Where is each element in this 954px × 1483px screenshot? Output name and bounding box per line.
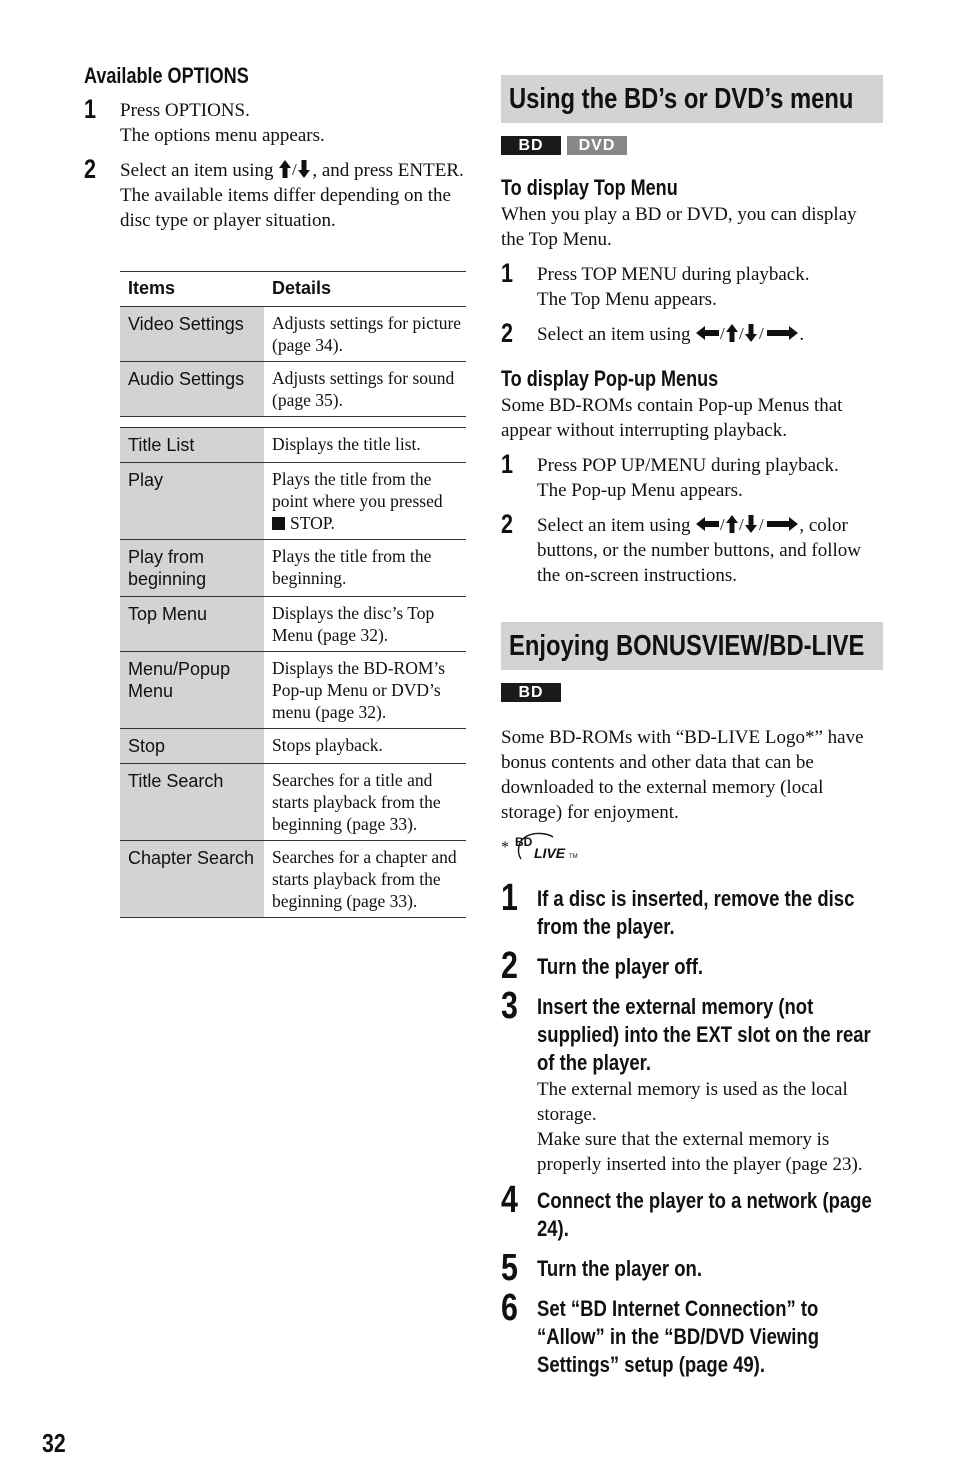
table-row xyxy=(120,764,466,841)
dvd-badge: DVD xyxy=(567,136,627,155)
top-menu-heading: To display Top Menu xyxy=(501,175,678,200)
bd-live-logo xyxy=(513,831,581,863)
step-text: Press TOP MENU during playback. xyxy=(537,264,810,285)
svg-text:/: / xyxy=(759,324,765,343)
item-cell: Menu/Popup Menu xyxy=(120,652,264,729)
bd-live-step-5 xyxy=(501,1247,883,1289)
step-text: Insert the external memory (not supplied) into the EXT slot on the rear of the player. xyxy=(537,994,871,1075)
step-text: Select an item using / / / . xyxy=(537,324,805,345)
options-step-1 xyxy=(84,94,466,148)
svg-text:/: / xyxy=(739,324,745,343)
item-cell: Stop xyxy=(120,729,264,764)
step-number: 1 xyxy=(501,877,518,919)
svg-text:TM: TM xyxy=(569,854,578,860)
step-number: 3 xyxy=(501,985,518,1027)
step-number: 4 xyxy=(501,1179,518,1221)
options-table xyxy=(120,271,466,918)
step-number: 2 xyxy=(84,154,97,184)
bd-live-footnote xyxy=(501,831,883,865)
section-banner-bd-dvd-menu: Using the BD’s or DVD’s menu xyxy=(501,75,883,123)
step-note: The Top Menu appears. xyxy=(537,289,717,310)
top-menu-step-2 xyxy=(501,318,883,348)
table-row xyxy=(120,540,466,597)
step-text: Press OPTIONS. xyxy=(120,100,250,121)
step-number: 1 xyxy=(501,258,514,288)
table-header-row xyxy=(120,272,466,307)
step-text: Select an item using / , and press ENTER. xyxy=(120,160,464,181)
column-header-items: Items xyxy=(120,272,264,307)
popup-menu-step-1 xyxy=(501,449,883,503)
top-menu-intro: When you play a BD or DVD, you can display the Top Menu. xyxy=(501,204,857,250)
item-cell: Audio Settings xyxy=(120,362,264,417)
step-text: Connect the player to a network (page 24). xyxy=(537,1188,872,1241)
detail-cell: Displays the title list. xyxy=(264,428,466,463)
bd-badge: BD xyxy=(501,683,561,702)
step-number: 5 xyxy=(501,1247,518,1289)
bd-live-step-6 xyxy=(501,1287,883,1379)
detail-cell: Plays the title from the beginning. xyxy=(264,540,466,597)
section-banner-bonusview: Enjoying BONUSVIEW/BD-LIVE xyxy=(501,622,883,670)
detail-cell: Searches for a title and starts playback from the beginning (page 33). xyxy=(264,764,466,841)
step-text: Select an item using / / / , color buttons, or the number buttons, and follow the on-screen instructions. xyxy=(537,515,862,586)
step-note: The Pop-up Menu appears. xyxy=(537,480,743,501)
step-note: The available items differ depending on the disc type or player situation. xyxy=(120,185,451,231)
step-number: 6 xyxy=(501,1287,518,1329)
svg-text:/: / xyxy=(759,515,765,534)
step-text: Turn the player off. xyxy=(537,954,703,979)
item-cell: Play from beginning xyxy=(120,540,264,597)
detail-cell: Adjusts settings for picture (page 34). xyxy=(264,307,466,362)
direction-arrows-icon xyxy=(695,514,799,534)
table-row xyxy=(120,597,466,652)
item-cell: Play xyxy=(120,463,264,540)
item-cell: Chapter Search xyxy=(120,841,264,918)
svg-text:/: / xyxy=(720,515,726,534)
top-menu-step-1 xyxy=(501,258,883,312)
step-number: 2 xyxy=(501,945,518,987)
item-cell: Title List xyxy=(120,428,264,463)
svg-text:/: / xyxy=(720,324,726,343)
step-number: 2 xyxy=(501,318,514,348)
footnote-mark: * xyxy=(501,839,509,856)
table-row xyxy=(120,729,466,764)
direction-arrows-icon xyxy=(695,323,799,343)
step-note: The options menu appears. xyxy=(120,125,325,146)
step-note: Make sure that the external memory is properly inserted into the player (page 23). xyxy=(537,1129,863,1175)
disc-badges xyxy=(501,136,883,156)
page-number: 32 xyxy=(42,1428,66,1458)
step-note: The external memory is used as the local storage. xyxy=(537,1079,848,1125)
bd-live-intro: Some BD-ROMs with “BD-LIVE Logo*” have bonus contents and other data that can be downloaded to the external memory (local storage) for enjoyment. xyxy=(501,727,864,823)
bd-live-step-3 xyxy=(501,985,883,1177)
item-cell: Title Search xyxy=(120,764,264,841)
step-number: 1 xyxy=(501,449,514,479)
detail-cell: Plays the title from the point where you pressed STOP. xyxy=(264,463,466,540)
table-row xyxy=(120,362,466,417)
detail-cell: Adjusts settings for sound (page 35). xyxy=(264,362,466,417)
item-cell: Video Settings xyxy=(120,307,264,362)
svg-text:BD: BD xyxy=(515,835,533,849)
bd-live-step-4 xyxy=(501,1179,883,1243)
available-options-heading: Available OPTIONS xyxy=(84,63,249,88)
table-row xyxy=(120,428,466,463)
detail-cell: Searches for a chapter and starts playback from the beginning (page 33). xyxy=(264,841,466,918)
bd-live-step-1 xyxy=(501,877,883,941)
step-text: Turn the player on. xyxy=(537,1256,702,1281)
popup-menu-step-2 xyxy=(501,509,883,588)
bd-badge: BD xyxy=(501,136,561,155)
step-number: 2 xyxy=(501,509,514,539)
detail-cell: Displays the disc’s Top Menu (page 32). xyxy=(264,597,466,652)
popup-menu-heading: To display Pop-up Menus xyxy=(501,366,719,391)
step-text: Press POP UP/MENU during playback. xyxy=(537,455,839,476)
left-column xyxy=(84,62,466,233)
table-gap-row xyxy=(120,417,466,428)
up-down-arrows-icon xyxy=(278,159,312,179)
column-header-details: Details xyxy=(264,272,466,307)
table-row xyxy=(120,841,466,918)
svg-text:LIVE: LIVE xyxy=(534,845,566,861)
detail-cell: Stops playback. xyxy=(264,729,466,764)
bd-live-step-2 xyxy=(501,945,883,987)
popup-menu-intro: Some BD-ROMs contain Pop-up Menus that appear without interrupting playback. xyxy=(501,395,843,441)
svg-text:/: / xyxy=(739,515,745,534)
stop-square-icon xyxy=(272,517,285,530)
svg-text:/: / xyxy=(292,160,298,179)
item-cell: Top Menu xyxy=(120,597,264,652)
detail-cell: Displays the BD-ROM’s Pop-up Menu or DVD’s menu (page 32). xyxy=(264,652,466,729)
table-row xyxy=(120,463,466,540)
table-row xyxy=(120,652,466,729)
table-row xyxy=(120,307,466,362)
step-text: Set “BD Internet Connection” to “Allow” in the “BD/DVD Viewing Settings” setup (page 49). xyxy=(537,1296,820,1377)
disc-badges xyxy=(501,683,883,703)
right-column xyxy=(501,75,883,1379)
step-number: 1 xyxy=(84,94,97,124)
options-step-2 xyxy=(84,154,466,233)
step-text: If a disc is inserted, remove the disc from the player. xyxy=(537,886,855,939)
